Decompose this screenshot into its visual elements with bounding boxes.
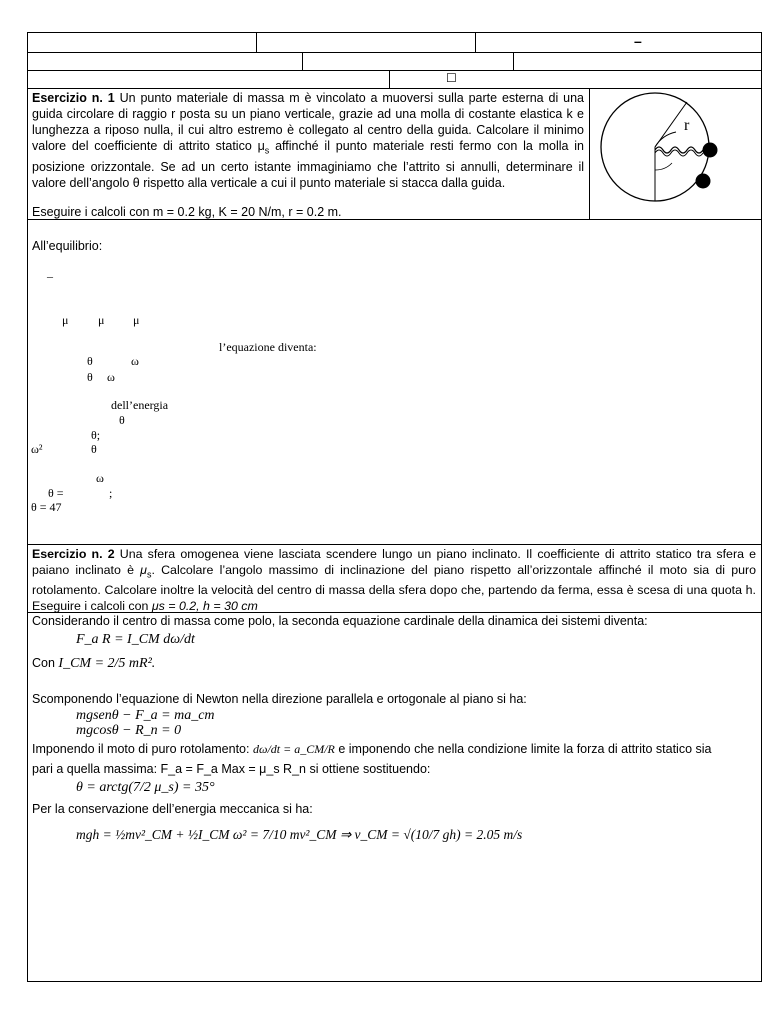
exercise-1-divider: [589, 88, 590, 220]
header-cell-1a: [27, 32, 257, 53]
solution-1-box: [27, 219, 762, 545]
header-cell-2b: [302, 52, 514, 71]
radius-label: r: [684, 117, 690, 134]
header-cell-2a: [27, 52, 303, 71]
sol1-r2a: θ: [87, 370, 93, 384]
sol1-equation-text: l’equazione diventa:: [219, 340, 317, 354]
sol1-mu-2: μ: [98, 313, 105, 327]
sol2-icm-line: [32, 655, 155, 672]
sol2-icm: I_CM = 2/5 mR².: [58, 656, 156, 671]
sol1-r8: θ = 47: [31, 500, 62, 514]
sol1-r3: θ: [119, 413, 125, 427]
sol1-r7a: θ =: [48, 486, 64, 500]
equilibrium-title: All’equilibrio:: [32, 239, 103, 253]
exercise-1-label: Esercizio n. 1: [32, 91, 115, 105]
mu-subscript-2: s: [146, 569, 152, 580]
sol1-r6: ω: [96, 471, 104, 485]
sol2-line-5: Per la conservazione dell’energia meccanica si ha:: [32, 802, 313, 816]
sol2-line-3: [32, 741, 760, 757]
sol1-mu-3: μ: [133, 313, 140, 327]
sol2-eq-1: F_a R = I_CM dω/dt: [76, 632, 195, 647]
sol1-r5a: ω²: [31, 442, 43, 456]
sol1-r2b: ω: [107, 370, 115, 384]
sol1-r7b: ;: [109, 486, 113, 500]
sol1-energy: dell’energia: [111, 398, 169, 412]
exercise-2-text: [32, 546, 756, 614]
header-cell-3a: [27, 70, 390, 89]
sol1-r5b: θ: [91, 442, 97, 456]
sol2-l3frac: dω/dt = a_CM/R: [252, 742, 335, 756]
header-cell-1b: [256, 32, 476, 53]
sol1-dash: –: [47, 269, 53, 283]
exercise-1-body: Un punto materiale di massa m è vincolato a muoversi sulla parte esterna di una guida circolare di raggio r posta su un piano verticale, grazie ad una molla di costante elastica k e lunghezza a riposo nulla, il cui altro estremo è collegato al centro della guida. Calcolare il minimo valore del coefficiente di attrito statico μ: [32, 91, 584, 153]
header-cell-3b: [389, 70, 762, 89]
sol2-line-1: Considerando il centro di massa come polo, la seconda equazione cardinale della dinamica dei sistemi diventa:: [32, 614, 648, 628]
exercise-1-text: [32, 90, 584, 191]
sol2-con: Con: [32, 656, 59, 670]
sol2-line-2: Scomponendo l’equazione di Newton nella direzione parallela e ortogonale al piano si ha:: [32, 692, 527, 706]
mu-subscript: s: [264, 145, 270, 156]
sol2-line-4: pari a quella massima: F_a = F_a Max = μ_s R_n si ottiene sostituendo:: [32, 762, 431, 776]
header-dash: –: [634, 33, 642, 49]
sol2-eq-2: mgsenθ − F_a = ma_cm: [76, 708, 215, 723]
sol2-l3a: Imponendo il moto di puro rotolamento:: [32, 742, 253, 756]
exercise-2-body-2: . Calcolare l’angolo massimo di inclinazione del piano rispetto all’orizzontale affinché il moto sia di puro rotolamento. Calcolare inoltre la velocità del centro di massa della sfera dopo che, partendo da ferma, essa è scesa di una quota h. Eseguire i calcoli con: [32, 563, 756, 614]
header-cell-2c: [513, 52, 762, 71]
circle-spring-figure: [592, 90, 722, 204]
exercise-2-body: Una sfera omogenea viene lasciata scendere lungo un piano inclinato. Il coefficiente di attrito statico tra sfera e paiano inclinato è: [32, 547, 756, 577]
sol1-r1a: θ: [87, 354, 93, 368]
sol2-l3b: e imponendo che nella condizione limite la forza di attrito statico sia: [334, 742, 712, 756]
mu-symbol: μ: [140, 563, 147, 577]
header-cell-1c: [475, 32, 762, 53]
sol2-eq-3: mgcosθ − R_n = 0: [76, 723, 182, 738]
sol1-r4: θ;: [91, 428, 101, 442]
sol2-eq-5: mgh = ½mv²_CM + ½I_CM ω² = 7/10 mv²_CM ⇒ v_CM = √(10/7 gh) = 2.05 m/s: [76, 827, 523, 842]
exercise-2-label: Esercizio n. 2: [32, 547, 115, 561]
sol2-eq-4: θ = arctg(7/2 μ_s) = 35°: [76, 780, 215, 795]
sol1-mu-1: μ: [62, 313, 69, 327]
sol1-r1b: ω: [131, 354, 139, 368]
exercise-1-body-2: affinché il punto materiale resti fermo con la molla in posizione orizzontale. Se ad un certo istante immaginiamo che l’attrito si annulli, determinare il valore dell’angolo θ rispetto alla verticale a cui il punto materiale si stacca dalla guida.: [32, 139, 585, 190]
header-checkbox: ☐: [446, 71, 457, 85]
exercise-2-values: μs = 0.2, h = 30 cm: [151, 599, 258, 614]
exercise-1-calc: Eseguire i calcoli con m = 0.2 kg, K = 20 N/m, r = 0.2 m.: [32, 205, 342, 219]
